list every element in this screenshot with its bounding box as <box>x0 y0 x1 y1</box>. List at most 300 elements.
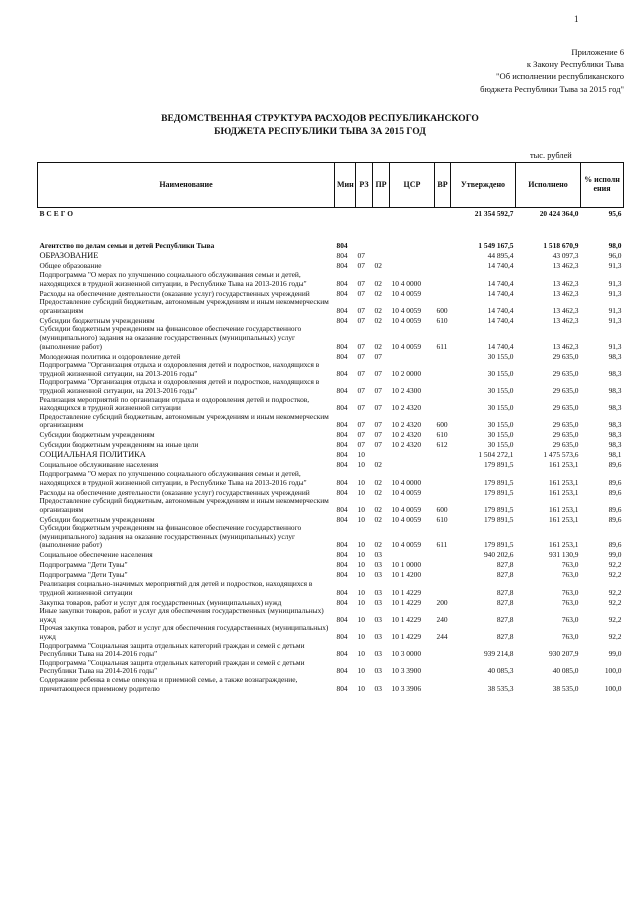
cell-pr: 07 <box>374 385 382 395</box>
table-row <box>38 378 624 395</box>
table-row <box>38 396 624 413</box>
cell-vr <box>435 378 451 395</box>
cell-percent: 92,2 <box>608 560 622 570</box>
cell-rz: 10 <box>357 597 365 607</box>
cell-percent: 89,6 <box>608 477 622 487</box>
cell-vr: 600 <box>436 420 448 430</box>
cell-min: 804 <box>336 251 348 261</box>
cell-pr: 03 <box>374 649 382 659</box>
cell-vr <box>435 659 451 676</box>
table-row <box>38 642 624 659</box>
cell-csr: 10 4 0000 <box>391 278 422 288</box>
cell-rz: 10 <box>357 540 365 550</box>
cell-executed: 13 462,3 <box>552 305 579 315</box>
table-row <box>38 580 624 597</box>
cell-min: 804 <box>336 261 348 271</box>
cell-name: Субсидии бюджетным учреждениям на финансовое обеспечение государственного (муниципального) задания на оказание государственных (муниципальных) услуг (выполнение работ) <box>39 325 302 351</box>
document-title <box>0 112 640 138</box>
cell-pr: 03 <box>374 632 382 642</box>
cell-pr: 02 <box>374 261 382 271</box>
table-row <box>38 430 624 440</box>
cell-vr <box>435 560 451 570</box>
cell-rz: 10 <box>357 550 365 560</box>
cell-percent: 92,2 <box>608 632 622 642</box>
cell-executed: 161 253,1 <box>548 504 579 514</box>
table-row <box>38 251 624 261</box>
cell-rz: 10 <box>357 649 365 659</box>
approval-line: к Закону Республики Тыва <box>526 59 624 70</box>
cell-rz: 07 <box>357 278 365 288</box>
cell-vr <box>435 261 451 271</box>
cell-rz: 10 <box>357 450 365 460</box>
cell-executed: 763,0 <box>561 632 579 642</box>
cell-min: 804 <box>336 241 348 251</box>
cell-vr <box>435 470 451 487</box>
cell-executed: 161 253,1 <box>548 460 579 470</box>
cell-percent: 89,6 <box>608 540 622 550</box>
cell-rz: 10 <box>357 570 365 580</box>
cell-approved: 30 155,0 <box>487 420 514 430</box>
cell-min: 804 <box>336 440 348 450</box>
table-row <box>38 550 624 560</box>
cell-executed: 161 253,1 <box>548 477 579 487</box>
cell-executed: 29 635,0 <box>552 368 579 378</box>
cell-pr <box>373 219 390 251</box>
table-row <box>38 271 624 288</box>
cell-vr: 600 <box>436 504 448 514</box>
cell-name: Подпрограмма "О мерах по улучшению социального обслуживания семьи и детей, находящихся в трудной жизненной ситуации, в Республике Тыва на 2013-2016 годы" <box>39 271 307 288</box>
cell-approved: 14 740,4 <box>487 261 514 271</box>
cell-rz: 07 <box>357 341 365 351</box>
table-header <box>38 163 624 208</box>
cell-percent: 92,2 <box>608 597 622 607</box>
cell-pr: 02 <box>374 278 382 288</box>
cell-vr <box>435 550 451 560</box>
cell-csr: 10 4 0059 <box>391 487 422 497</box>
cell-executed: 29 635,0 <box>552 440 579 450</box>
cell-executed: 43 097,3 <box>552 251 579 261</box>
cell-executed: 930 207,9 <box>548 649 579 659</box>
table-row <box>38 315 624 325</box>
cell-executed: 161 253,1 <box>548 514 579 524</box>
cell-percent: 92,2 <box>608 587 622 597</box>
budget-table <box>37 162 624 693</box>
cell-csr <box>390 351 435 361</box>
table-row <box>38 325 624 351</box>
cell-name: Подпрограмма "Организация отдыха и оздоровления детей и подростков, находящихся в трудной жизненной ситуации, на 2013-2016 годы" <box>39 378 320 395</box>
total-percent: 95,6 <box>581 208 624 220</box>
cell-vr: 612 <box>436 440 448 450</box>
cell-percent: 98,3 <box>608 430 622 440</box>
header-min: Мин <box>335 163 356 208</box>
cell-min: 804 <box>336 570 348 580</box>
cell-rz: 07 <box>357 385 365 395</box>
cell-vr: 240 <box>436 614 448 624</box>
cell-name: Субсидии бюджетным учреждениям на финансовое обеспечение государственного (муниципального) задания на оказание государственных (муниципальных) услуг (выполнение работ) <box>39 524 302 550</box>
cell-pr: 02 <box>374 288 382 298</box>
cell-executed: 29 635,0 <box>552 385 579 395</box>
page-number: 1 <box>574 14 579 24</box>
cell-rz <box>356 219 373 251</box>
table-row <box>38 440 624 450</box>
table-row <box>38 298 624 315</box>
cell-min: 804 <box>336 514 348 524</box>
cell-csr: 10 2 4300 <box>391 385 422 395</box>
cell-vr <box>435 251 451 261</box>
cell-csr <box>390 460 435 470</box>
cell-csr: 10 1 0000 <box>391 560 422 570</box>
cell-vr <box>435 396 451 413</box>
cell-rz: 07 <box>357 351 365 361</box>
cell-percent: 91,3 <box>608 315 622 325</box>
cell-rz: 07 <box>357 288 365 298</box>
cell-csr: 10 4 0059 <box>391 315 422 325</box>
cell-approved: 179 891,5 <box>483 477 514 487</box>
cell-approved: 14 740,4 <box>487 278 514 288</box>
cell-executed: 763,0 <box>561 597 579 607</box>
table-row <box>38 659 624 676</box>
cell-percent: 91,3 <box>608 261 622 271</box>
cell-rz: 07 <box>357 261 365 271</box>
cell-approved: 827,8 <box>496 632 514 642</box>
cell-rz: 10 <box>357 487 365 497</box>
cell-min: 804 <box>336 550 348 560</box>
cell-min: 804 <box>336 587 348 597</box>
cell-min: 804 <box>336 315 348 325</box>
cell-rz: 10 <box>357 504 365 514</box>
cell-pr: 02 <box>374 460 382 470</box>
table-row <box>38 607 624 624</box>
cell-executed: 13 462,3 <box>552 315 579 325</box>
approval-line: бюджета Республики Тыва за 2015 год" <box>480 83 624 94</box>
cell-rz: 07 <box>357 368 365 378</box>
cell-rz: 10 <box>357 683 365 693</box>
cell-name: Реализация мероприятий по организации отдыха и оздоровления детей и подростков, находящихся в трудной жизненной ситуации <box>39 395 310 413</box>
cell-rz: 07 <box>357 420 365 430</box>
cell-min: 804 <box>336 305 348 315</box>
table-row <box>38 570 624 580</box>
cell-rz: 07 <box>357 440 365 450</box>
cell-executed: 29 635,0 <box>552 420 579 430</box>
cell-min: 804 <box>336 632 348 642</box>
cell-executed: 29 635,0 <box>552 351 579 361</box>
cell-pr: 03 <box>374 597 382 607</box>
cell-vr: 611 <box>436 341 448 351</box>
cell-min: 804 <box>336 560 348 570</box>
cell-approved: 179 891,5 <box>483 460 514 470</box>
cell-min: 804 <box>336 288 348 298</box>
cell-min: 804 <box>336 341 348 351</box>
cell-executed: 161 253,1 <box>548 540 579 550</box>
cell-approved: 827,8 <box>496 570 514 580</box>
total-executed: 20 424 364,0 <box>516 208 581 220</box>
cell-min: 804 <box>336 460 348 470</box>
cell-vr: 611 <box>436 540 448 550</box>
cell-executed: 763,0 <box>561 587 579 597</box>
cell-rz: 10 <box>357 460 365 470</box>
cell-executed: 29 635,0 <box>552 403 579 413</box>
cell-vr: 200 <box>436 597 448 607</box>
cell-pr: 07 <box>374 403 382 413</box>
cell-csr <box>390 450 435 460</box>
cell-csr: 10 2 0000 <box>391 368 422 378</box>
cell-percent: 89,6 <box>608 504 622 514</box>
cell-csr: 10 4 0059 <box>391 504 422 514</box>
cell-vr <box>435 219 451 251</box>
table-row <box>38 524 624 550</box>
table-row <box>38 413 624 430</box>
cell-name: Молодежная политика и оздоровление детей <box>39 351 181 361</box>
cell-rz: 10 <box>357 587 365 597</box>
table-row <box>38 514 624 524</box>
cell-pr: 03 <box>374 570 382 580</box>
cell-approved: 40 085,3 <box>487 666 514 676</box>
cell-approved: 827,8 <box>496 587 514 597</box>
total-row <box>38 208 624 220</box>
cell-percent: 98,3 <box>608 403 622 413</box>
cell-name: Подпрограмма "Дети Тувы" <box>39 560 128 570</box>
cell-name: Содержание ребенка в семье опекуна и приемной семье, а также вознаграждение, причитающееся приемному родителю <box>39 676 298 693</box>
table-row <box>38 261 624 271</box>
table-row <box>38 219 624 251</box>
cell-name: Подпрограмма "Организация отдыха и оздоровления детей и подростков, находящихся в трудной жизненной ситуации, на 2013-2016 годы" <box>39 361 320 378</box>
cell-pr: 07 <box>374 420 382 430</box>
cell-percent: 91,3 <box>608 305 622 315</box>
cell-approved: 827,8 <box>496 560 514 570</box>
cell-percent: 99,0 <box>608 649 622 659</box>
cell-approved: 1 504 272,1 <box>478 450 514 460</box>
cell-pr: 07 <box>374 351 382 361</box>
header-csr: ЦСР <box>390 163 435 208</box>
table-row <box>38 470 624 487</box>
cell-min: 804 <box>336 351 348 361</box>
cell-executed: 763,0 <box>561 570 579 580</box>
cell-percent: 100,0 <box>604 666 622 676</box>
cell-name: Реализация социально-значимых мероприятий для детей и подростков, находящихся в трудной жизненной ситуации <box>39 580 313 597</box>
cell-percent: 91,3 <box>608 278 622 288</box>
cell-name: СОЦИАЛЬНАЯ ПОЛИТИКА <box>39 450 146 460</box>
cell-percent: 96,0 <box>608 251 622 261</box>
table-row <box>38 597 624 607</box>
cell-csr: 10 4 0059 <box>391 514 422 524</box>
cell-name: Расходы на обеспечение деятельности (оказание услуг) государственных учреждений <box>39 487 310 497</box>
cell-executed: 29 635,0 <box>552 430 579 440</box>
cell-csr: 10 4 0059 <box>391 305 422 315</box>
cell-approved: 14 740,4 <box>487 315 514 325</box>
cell-vr <box>435 361 451 378</box>
cell-rz: 07 <box>357 430 365 440</box>
cell-vr <box>435 642 451 659</box>
cell-pr <box>373 450 390 460</box>
cell-approved: 44 895,4 <box>487 251 514 261</box>
cell-pr: 02 <box>374 477 382 487</box>
cell-min: 804 <box>336 278 348 288</box>
cell-csr <box>390 550 435 560</box>
table-row <box>38 351 624 361</box>
cell-approved: 30 155,0 <box>487 430 514 440</box>
cell-min: 804 <box>336 597 348 607</box>
cell-vr <box>435 580 451 597</box>
cell-csr: 10 4 0059 <box>391 540 422 550</box>
cell-executed: 931 130,9 <box>548 550 579 560</box>
cell-name: Подпрограмма "Социальная защита отдельных категорий граждан и семей с детьми Республики Тыва на 2014-2016 годы" <box>39 641 305 659</box>
cell-csr: 10 4 0059 <box>391 341 422 351</box>
cell-name: Подпрограмма "Социальная защита отдельных категорий граждан и семей с детьми Республики Тыва на 2014-2016 годы" <box>39 658 305 676</box>
cell-min: 804 <box>336 477 348 487</box>
cell-percent: 92,2 <box>608 570 622 580</box>
cell-min: 804 <box>336 385 348 395</box>
cell-pr: 07 <box>374 430 382 440</box>
cell-pr: 02 <box>374 540 382 550</box>
cell-approved: 939 214,8 <box>483 649 514 659</box>
cell-name: Социальное обеспечение населения <box>39 550 153 560</box>
cell-rz: 10 <box>357 614 365 624</box>
cell-rz: 07 <box>357 251 365 261</box>
cell-name: Подпрограмма "О мерах по улучшению социального обслуживания семьи и детей, находящихся в трудной жизненной ситуации, в Республике Тыва на 2013-2016 годы" <box>39 469 307 487</box>
table-row <box>38 624 624 641</box>
cell-pr: 03 <box>374 587 382 597</box>
cell-percent: 89,6 <box>608 460 622 470</box>
cell-percent: 98,3 <box>608 368 622 378</box>
cell-percent: 89,6 <box>608 487 622 497</box>
cell-executed: 38 535,0 <box>552 683 579 693</box>
cell-executed: 1 475 573,6 <box>543 450 579 460</box>
cell-csr <box>390 219 435 251</box>
cell-rz: 10 <box>357 666 365 676</box>
cell-pr: 02 <box>374 504 382 514</box>
units-label: тыс. рублей <box>530 151 572 160</box>
cell-executed: 161 253,1 <box>548 487 579 497</box>
cell-approved: 179 891,5 <box>483 487 514 497</box>
cell-percent: 89,6 <box>608 514 622 524</box>
cell-approved: 30 155,0 <box>487 385 514 395</box>
cell-min: 804 <box>336 430 348 440</box>
cell-executed: 763,0 <box>561 560 579 570</box>
cell-rz: 07 <box>357 305 365 315</box>
table-row <box>38 361 624 378</box>
cell-csr: 10 4 0000 <box>391 477 422 487</box>
header-percent: % исполн ения <box>581 163 624 208</box>
cell-approved: 827,8 <box>496 597 514 607</box>
cell-csr: 10 1 4229 <box>391 614 422 624</box>
cell-rz: 10 <box>357 477 365 487</box>
cell-approved: 30 155,0 <box>487 368 514 378</box>
cell-percent: 98,0 <box>608 241 622 251</box>
cell-rz: 10 <box>357 514 365 524</box>
header-pr: ПР <box>373 163 390 208</box>
cell-executed: 763,0 <box>561 614 579 624</box>
cell-min: 804 <box>336 649 348 659</box>
table-row <box>38 450 624 460</box>
cell-pr: 02 <box>374 315 382 325</box>
cell-approved: 38 535,3 <box>487 683 514 693</box>
cell-vr <box>435 271 451 288</box>
cell-vr: 610 <box>436 430 448 440</box>
cell-name: Субсидии бюджетным учреждениям <box>39 430 155 440</box>
title-line: БЮДЖЕТА РЕСПУБЛИКИ ТЫВА ЗА 2015 ГОД <box>214 126 426 137</box>
cell-csr: 10 1 4229 <box>391 587 422 597</box>
cell-percent: 98,3 <box>608 351 622 361</box>
table-row <box>38 460 624 470</box>
table-row <box>38 288 624 298</box>
cell-name: Субсидии бюджетным учреждениям <box>39 514 155 524</box>
table-row <box>38 497 624 514</box>
cell-csr: 10 1 4200 <box>391 570 422 580</box>
header-executed: Исполнено <box>516 163 581 208</box>
cell-approved: 179 891,5 <box>483 514 514 524</box>
cell-pr: 03 <box>374 560 382 570</box>
cell-csr <box>390 251 435 261</box>
cell-min: 804 <box>336 487 348 497</box>
cell-percent: 99,0 <box>608 550 622 560</box>
cell-approved: 30 155,0 <box>487 351 514 361</box>
cell-csr: 10 2 4320 <box>391 420 422 430</box>
cell-percent: 98,3 <box>608 385 622 395</box>
cell-min: 804 <box>336 420 348 430</box>
cell-rz: 07 <box>357 403 365 413</box>
cell-csr: 10 2 4320 <box>391 403 422 413</box>
cell-csr: 10 2 4320 <box>391 440 422 450</box>
cell-name: Предоставление субсидий бюджетным, автономным учреждениям и иным некоммерческим организациям <box>39 298 329 315</box>
cell-approved: 30 155,0 <box>487 403 514 413</box>
approval-note <box>384 46 624 95</box>
cell-percent: 91,3 <box>608 288 622 298</box>
cell-min: 804 <box>336 504 348 514</box>
cell-csr: 10 1 4229 <box>391 632 422 642</box>
header-rz: РЗ <box>356 163 373 208</box>
cell-vr: 610 <box>436 514 448 524</box>
cell-approved: 1 549 167,5 <box>478 241 514 251</box>
cell-vr: 244 <box>436 632 448 642</box>
header-vr: ВР <box>435 163 451 208</box>
cell-vr <box>435 487 451 497</box>
approval-line: "Об исполнении республиканского <box>496 71 624 82</box>
cell-name: Закупка товаров, работ и услуг для государственных (муниципальных) нужд <box>39 597 282 607</box>
cell-executed: 13 462,3 <box>552 288 579 298</box>
cell-min: 804 <box>336 403 348 413</box>
cell-approved: 14 740,4 <box>487 288 514 298</box>
cell-csr: 10 3 0000 <box>391 649 422 659</box>
cell-name: Общее образование <box>39 261 102 271</box>
cell-min: 804 <box>336 683 348 693</box>
cell-pr <box>373 251 390 261</box>
cell-pr: 02 <box>374 514 382 524</box>
cell-pr: 03 <box>374 550 382 560</box>
cell-rz: 10 <box>357 560 365 570</box>
cell-percent: 98,1 <box>608 450 622 460</box>
cell-pr: 03 <box>374 666 382 676</box>
cell-vr <box>435 460 451 470</box>
cell-name: Иные закупки товаров, работ и услуг для обеспечения государственных (муниципальных) нужд <box>39 607 324 624</box>
cell-name: Предоставление субсидий бюджетным, автономным учреждениям и иным некоммерческим организациям <box>39 497 329 514</box>
cell-name: Подпрограмма "Дети Тувы" <box>39 570 128 580</box>
cell-name: Субсидии бюджетным учреждениям на иные цели <box>39 440 199 450</box>
cell-vr <box>435 676 451 693</box>
approval-line: Приложение 6 <box>571 47 624 57</box>
cell-pr: 02 <box>374 487 382 497</box>
cell-min: 804 <box>336 614 348 624</box>
cell-approved: 179 891,5 <box>483 504 514 514</box>
cell-csr: 10 3 3906 <box>391 683 422 693</box>
cell-executed: 13 462,3 <box>552 341 579 351</box>
cell-approved: 940 202,6 <box>483 550 514 560</box>
cell-vr <box>435 351 451 361</box>
cell-pr: 07 <box>374 368 382 378</box>
cell-vr <box>435 288 451 298</box>
cell-percent: 92,2 <box>608 614 622 624</box>
cell-name: Прочая закупка товаров, работ и услуг для обеспечения государственных (муниципальных) нужд <box>39 624 329 642</box>
cell-name: Расходы на обеспечение деятельности (оказание услуг) государственных учреждений <box>39 288 310 298</box>
